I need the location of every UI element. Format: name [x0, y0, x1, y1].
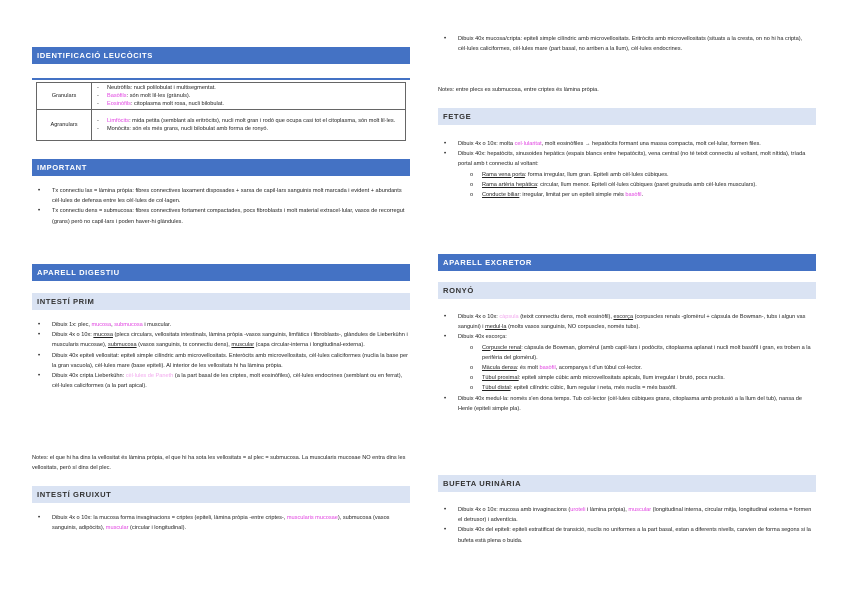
list-item	[32, 371, 410, 391]
text-run: Corpuscle renal	[482, 344, 522, 351]
text-run: Túbul distal	[482, 385, 511, 392]
text-run: (teixit connectiu dens, molt eosinòfil),	[518, 314, 614, 320]
row-label-granulars: Granulars	[37, 83, 92, 110]
text-run: : circular, llum menor. Epiteli cèl·lules cúbiques (paret gruixuda amb cèl·lules musculars).	[537, 181, 757, 188]
text-run: : epiteli simple cúbic amb microvellositats apicals, llum irregular i brutó, pocs nuclis.	[518, 375, 725, 382]
text-run: (longitudinal interna, circular mitja, longitudinal externa = formen el detrusor) i adventícia.	[458, 507, 812, 524]
text-run: Neutròfils: nucli polilobulat i multisegmentat.	[107, 84, 216, 91]
sub-list-item	[438, 373, 816, 383]
bufeta-list	[438, 505, 816, 546]
text-run: (a la part basal de les criptes, molt eosinòfiles), cèl·lules endocrines (semblant ou en ferrat), cèl·lules caliciformes (a la part apical).	[52, 373, 403, 390]
subsection-header-bufeta: BUFETA URINÀRIA	[438, 475, 816, 492]
fetge-list	[438, 139, 816, 200]
text-run: Dibuix 40x escorça:	[458, 334, 507, 341]
text-run: Basòfils	[107, 92, 127, 99]
text-run: muscularis mucosae	[286, 515, 338, 521]
text-run: Dibuix 4x o 10x: molta	[458, 141, 515, 147]
text-run: Dibuix 40x: hepatòcits, sinusoides hepàtics (espais blancs entre hepatòcits), vena central (no té teixit connectiu al voltant, molt nítida), tríada portal amb t connectiu al voltant:	[458, 151, 806, 168]
table-item	[95, 117, 402, 125]
text-run: muscular	[628, 507, 652, 513]
table-item	[95, 92, 402, 100]
leucocits-table	[36, 82, 406, 141]
text-run: Rama artèria hepàtica	[482, 181, 538, 188]
text-run: submucosa	[114, 322, 143, 328]
list-item	[438, 394, 816, 414]
text-run: : són molt lil·les (grànuls).	[126, 92, 191, 99]
text-run: Túbul proximal	[482, 375, 519, 382]
table-item	[95, 125, 402, 133]
text-run: cel·lularitat	[514, 141, 542, 147]
sub-list-item	[438, 180, 816, 190]
text-run: Limfòcits	[107, 117, 130, 124]
text-run: , acompanya t d'un túbul col·lector.	[555, 365, 642, 372]
text-run: (capa circular-interna i longitudinal-externa).	[254, 342, 365, 349]
text-run: Dibuix 4x o 10x:	[458, 314, 500, 320]
list-item	[32, 186, 410, 206]
row-content-agranulars	[92, 110, 406, 141]
list-item	[32, 351, 410, 371]
text-run: Tx connectiu dens = submucosa: fibres connectives fortament compactades, pocs fibroblasts i molt material extracel·lular, vasos de recorregut (grans) però no capil·lars i poden haver-hi glàndules.	[52, 208, 405, 225]
row-content-granulars	[92, 83, 406, 110]
text-run: : epiteli cilíndric cúbic, llum regular i neta, més nuclis = més basòfil.	[510, 385, 677, 392]
text-run: basòfil	[625, 192, 642, 199]
text-run: Màcula densa	[482, 365, 517, 372]
text-run: Monòcits: són els més grans, nucli bilobulat amb forma de ronyó.	[107, 126, 269, 132]
text-run: Dibuix 4x o 10x: mucosa amb invaginacions (	[458, 507, 571, 513]
mucosa-cripta-note: Notes: entre plecs es submucosa, entre criptes és làmina pròpia.	[438, 87, 599, 93]
text-run: Eosinòfils	[107, 101, 131, 108]
text-run: : citoplasma molt rosa, nucli bilobulat.	[130, 101, 224, 108]
text-run: (circular i longitudinal).	[128, 525, 187, 532]
text-run: mucosa	[93, 332, 113, 339]
text-run: Rama vena porta	[482, 171, 525, 178]
subsection-header-intesti-gruixut: INTESTÍ GRUIXUT	[32, 486, 410, 503]
text-run: (plecs circulars, vellositats intestinals, làmina pròpia -vasos sanguinis, limfàtics i fibroblasts-, glàndules de Lieberkühn i muscularis mucosae),	[52, 332, 408, 349]
text-run: uroteli	[570, 507, 586, 513]
text-run: submucosa	[107, 342, 137, 349]
list-item	[438, 149, 816, 169]
sub-list-item	[438, 170, 816, 180]
subsection-header-ronyo: RONYÓ	[438, 282, 816, 299]
intesti-prim-note: Notes: el que hi ha dins la vellositat és làmina pròpia, el que hi ha sota les vellositats = al plec = submucosa. La muscularis mucosae NO entra dins les vellositats, però sí dins del plec.	[32, 455, 406, 472]
list-item	[438, 312, 816, 332]
intesti-gruixut-list	[32, 513, 410, 533]
text-run: muscular	[105, 525, 129, 532]
subsection-header-intesti-prim: INTESTÍ PRIM	[32, 293, 410, 310]
mucosa-cripta-list	[438, 34, 816, 54]
section-header-excretor: APARELL EXCRETOR	[438, 254, 816, 271]
section-header-digestiu: APARELL DIGESTIU	[32, 264, 410, 281]
text-run: (molts vasos sanguinis, NO corpuscles, només tubs).	[506, 324, 640, 331]
text-run: cèl·lules de Paneth	[125, 373, 174, 380]
list-item	[438, 525, 816, 545]
text-run: Dibuix 40x medul·la: només s'en dona temps. Tub col·lector (cèl·lules cúbiques grans, citoplasma amb protusió a la llum del tub), nansa de Henle (epiteli simple pla).	[458, 395, 803, 412]
text-run: Dibuix 40x mucosa/cripta: epiteli simple cilíndric amb microvellositats. Eritròcits amb microvellositats (situats a la cresta, on no hi ha cripta), cèl·lules caliciformes, cèl·lules mare (part basal, no arriben a la llum), cèl·lules endocrines.	[458, 36, 803, 53]
list-item	[438, 332, 816, 342]
row-label-agranulars: Agranulars	[37, 110, 92, 141]
text-run: Dibuix 4x o 10x: la mucosa forma invaginacions = criptes (epiteli, làmina pròpia -entre criptes-,	[52, 515, 287, 521]
text-run: Tx connectiu lax = làmina pròpia: fibres connectives laxament disposades + xarxa de capil·lars sanguinis molt marcada i evident + abundants cèl·lules de defensa entre les cèl·lules de col·lagen.	[52, 188, 402, 205]
text-run: Dibuix 40x del epiteli: epiteli estratificat de transició, nuclis no uniformes a la part basal, estan a diferents nivells, canvien de forma segons si la bufeta està plena o buida.	[458, 527, 811, 544]
text-run: Dibuix 40x epiteli vellositat: epiteli simple cilíndric amb microvellositats. Enteròcits amb microvellositats, cèl·lules caliciformes (nuclia la base per la gran vacuola), cèl·lules mare (base epiteli). Al interior de les vellositats hi ha làmina pròpia.	[52, 352, 408, 369]
text-run: i làmina pròpia),	[585, 507, 629, 513]
subsection-header-fetge: FETGE	[438, 108, 816, 125]
text-run: medul·la	[485, 324, 507, 331]
text-run: basòfil	[539, 365, 556, 372]
section-header-identificacio: IDENTIFICACIÓ LEUCÒCITS	[32, 47, 410, 64]
table-row-agranulars	[37, 110, 406, 141]
sub-list-item	[438, 363, 816, 373]
sub-list-item	[438, 383, 816, 393]
list-item	[438, 505, 816, 525]
text-run: escorça	[613, 314, 634, 320]
text-run: ), submucosa (vasos sanguinis, adipòcits),	[52, 515, 390, 532]
list-item	[438, 34, 816, 54]
ronyo-list	[438, 312, 816, 414]
text-run: : irregular, limitat per un epiteli simple més	[519, 192, 626, 199]
list-item	[32, 206, 410, 226]
text-run: i muscular.	[142, 322, 172, 328]
table-row-granulars	[37, 83, 406, 110]
important-list	[32, 186, 410, 227]
sub-list-item	[438, 190, 816, 200]
text-run: Conducte biliar	[482, 192, 520, 199]
section-header-important: IMPORTANT	[32, 159, 410, 176]
table-top-rule	[32, 78, 410, 80]
text-run: muscular	[231, 342, 255, 349]
text-run: Dibuix 1x: plec,	[52, 322, 92, 328]
sub-list-item	[438, 343, 816, 363]
text-run: : mida petita (semblant als eritròcits), nucli molt gran i rodó que ocupa casi tot el citoplasma, són molt lil·les.	[129, 117, 396, 124]
text-run: mucosa	[91, 322, 112, 328]
intesti-prim-list	[32, 320, 410, 391]
table-item	[95, 84, 402, 92]
text-run: càpsula	[499, 314, 519, 320]
text-run: : és molt	[516, 365, 540, 372]
list-item	[32, 320, 410, 330]
text-run: Dibuix 4x o 10x:	[52, 332, 94, 339]
text-run: (corpuscles renals -glomèrul + càpsula de Bowman-, tubs i algun vas sanguini) i	[458, 314, 806, 331]
text-run: , molt eosinòfiles → hepatòcits formant una massa compacta, molt cel·lular, formen files.	[541, 141, 761, 147]
text-run: : càpsula de Bowman, glomèrul (amb capil·lars i podòcits, citoplasma aplanat i nucli molt basòfil i gran, es troben a la perifèria del glomèrul).	[482, 344, 811, 361]
list-item	[438, 139, 816, 149]
text-run: (vasos sanguinis, tx connectiu dens),	[136, 342, 232, 349]
text-run: : forma irregular, llum gran. Epiteli amb cèl·lules cúbiques.	[524, 171, 669, 178]
text-run: .	[641, 192, 644, 199]
text-run: Dibuix 40x cripta Lieberkühn:	[52, 373, 126, 380]
table-item	[95, 100, 402, 108]
list-item	[32, 513, 410, 533]
list-item	[32, 330, 410, 350]
text-run: ,	[111, 322, 115, 328]
